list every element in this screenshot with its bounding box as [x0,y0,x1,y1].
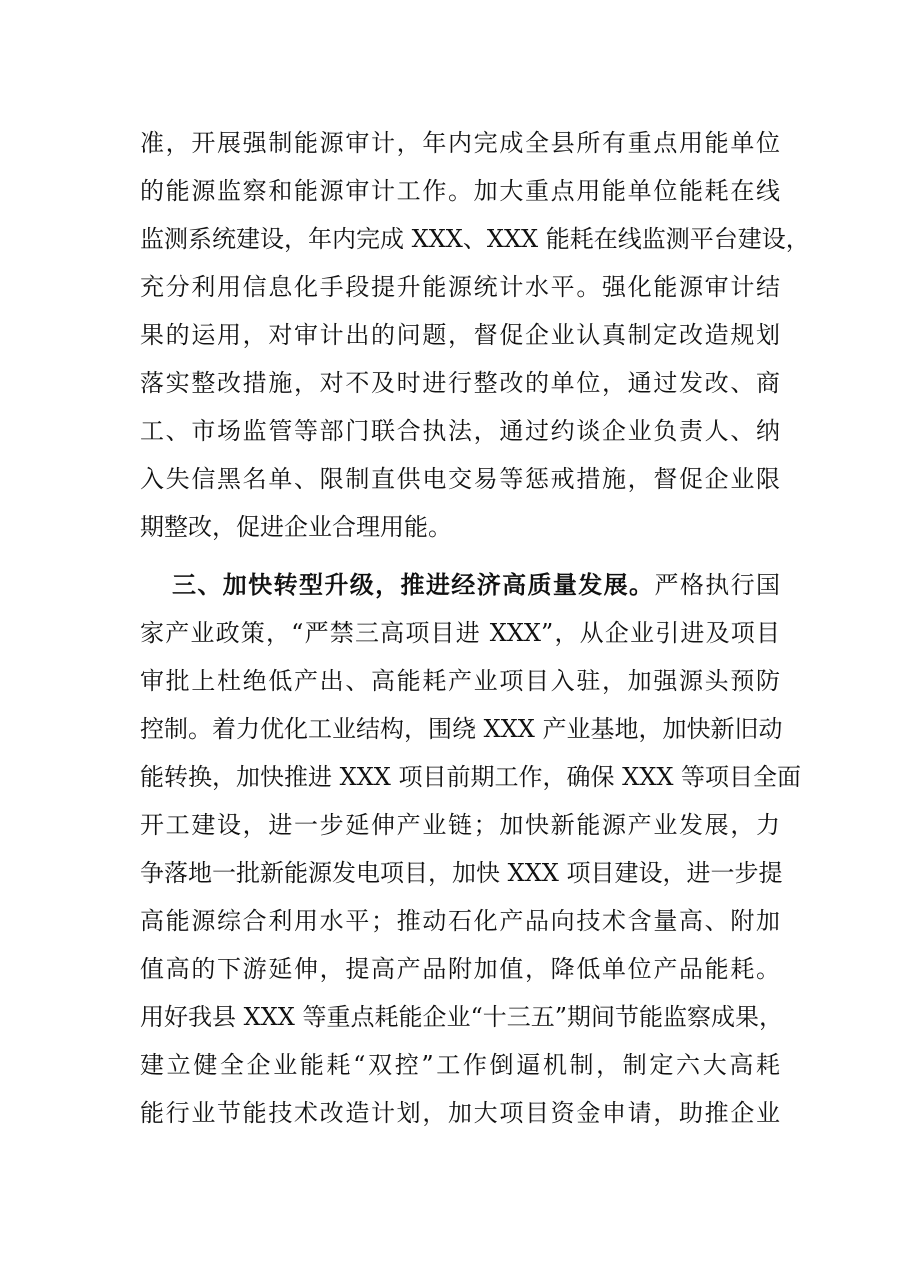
section-heading: 三、加快转型升级，推进经济高质量发展。 [172,571,655,599]
paragraph-line: 入失信黑名单、限制直供电交易等惩戒措施，督促企业限 [140,465,780,493]
paragraph-line: 准，开展强制能源审计，年内完成全县所有重点用能单位 [140,129,780,157]
paragraph-line: 控制。着力优化工业结构，围绕 XXX 产业基地，加快新旧动 [140,715,783,743]
paragraph-line: 工、市场监管等部门联合执法，通过约谈企业负责人、纳 [140,417,780,445]
paragraph-line: 充分利用信息化手段提升能源统计水平。强化能源审计结 [140,273,780,301]
paragraph-line: 落实整改措施，对不及时进行整改的单位，通过发改、商 [140,369,780,397]
paragraph-line: 能行业节能技术改造计划，加大项目资金申请，助推企业 [140,1099,780,1127]
paragraph-line: 的能源监察和能源审计工作。加大重点用能单位能耗在线 [140,177,780,205]
section-heading-line [172,565,780,605]
paragraph-line: 值高的下游延伸，提高产品附加值，降低单位产品能耗。 [140,955,780,983]
paragraph-line: 开工建设，进一步延伸产业链；加快新能源产业发展，力 [140,811,780,839]
paragraph-line: 果的运用，对审计出的问题，督促企业认真制定改造规划 [140,321,780,349]
paragraph-line: 监测系统建设，年内完成 XXX、XXX 能耗在线监测平台建设， [140,225,810,253]
paragraph-line: 建立健全企业能耗“双控”工作倒逼机制，制定六大高耗 [140,1051,780,1079]
paragraph-line: 能转换，加快推进 XXX 项目前期工作，确保 XXX 等项目全面 [140,763,802,791]
paragraph-line: 家产业政策，“严禁三高项目进 XXX”，从企业引进及项目 [140,619,780,647]
paragraph-line: 期整改，促进企业合理用能。 [140,513,452,541]
paragraph-line: 高能源综合利用水平；推动石化产品向技术含量高、附加 [140,907,780,935]
paragraph-line: 审批上杜绝低产出、高能耗产业项目入驻，加强源头预防 [140,667,780,695]
paragraph-line: 用好我县 XXX 等重点耗能企业“十三五”期间节能监察成果， [140,1003,784,1031]
paragraph-line: 争落地一批新能源发电项目，加快 XXX 项目建设，进一步提 [140,859,783,887]
heading-line-rest: 严格执行国 [654,571,781,599]
